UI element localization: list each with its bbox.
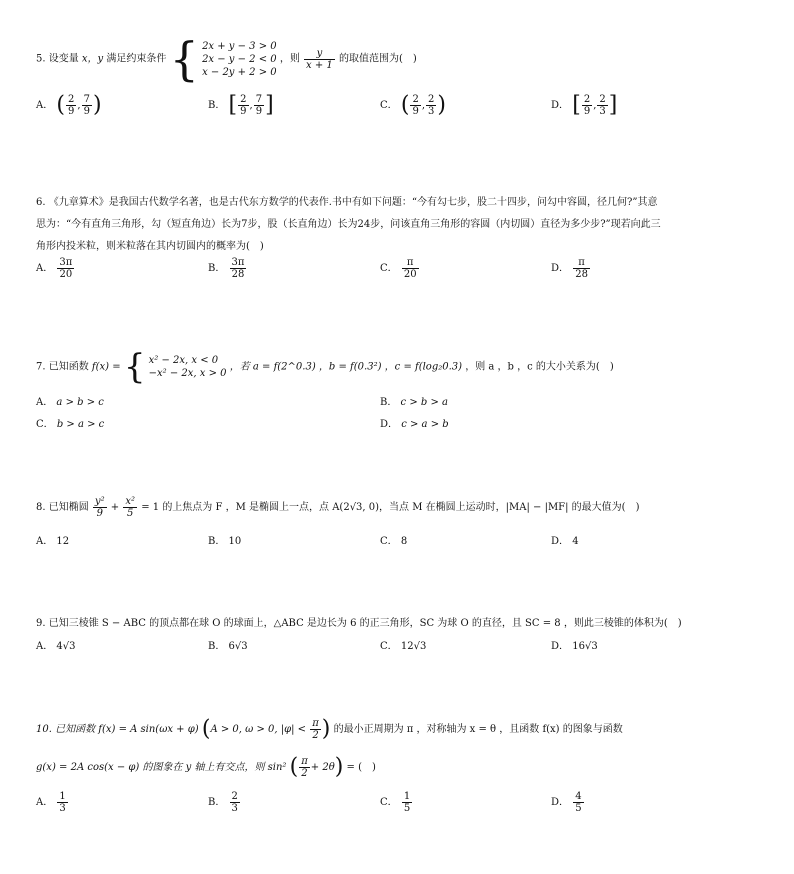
q9-option-a[interactable] xyxy=(36,637,76,652)
option-text: a > b > c xyxy=(56,397,104,408)
q7-case-1: x² − 2x, x < 0 xyxy=(148,355,219,366)
q10-option-b[interactable] xyxy=(208,791,241,814)
q5-constraint-3: x − 2y + 2 > 0 xyxy=(202,66,277,78)
frac-num: 3π xyxy=(231,257,245,268)
option-label: A． xyxy=(36,100,54,111)
q5-vars: x，y xyxy=(81,53,104,65)
option-label: C． xyxy=(380,263,398,274)
q10-line2b: + 2θ xyxy=(310,762,335,773)
option-label: D． xyxy=(551,100,570,111)
q6-option-a[interactable] xyxy=(36,257,75,280)
frac-den: 9 xyxy=(412,106,419,117)
frac-den: 20 xyxy=(403,269,417,280)
open-bracket: [ xyxy=(572,92,581,118)
q7-option-c[interactable] xyxy=(36,415,104,430)
option-label: C． xyxy=(380,536,398,547)
q5-then: ，则 xyxy=(279,53,300,65)
frac-den: 9 xyxy=(96,508,103,519)
option-text: 6√3 xyxy=(228,641,248,652)
q7-c: ，c = f(log₂0.3) xyxy=(384,361,463,373)
question-5 xyxy=(36,32,417,86)
q8-option-c[interactable] xyxy=(380,532,407,547)
option-label: D． xyxy=(551,797,570,808)
q5-constraint-2: 2x − y − 2 < 0 xyxy=(202,53,277,65)
q7-b: ，b = f(0.3²) xyxy=(318,361,382,373)
q6-line-3: 角形内投米粒，则米粒落在其内切圆内的概率为( ) xyxy=(36,241,264,252)
q6-option-c[interactable] xyxy=(380,257,420,280)
frac-num: x² xyxy=(125,496,136,507)
paren-open: ( xyxy=(201,716,211,742)
q10-line2c: = ( ) xyxy=(346,762,376,773)
question-10-line-1 xyxy=(36,718,623,741)
option-label: B． xyxy=(208,263,226,274)
frac-den: 5 xyxy=(127,508,134,519)
frac-num: 1 xyxy=(59,791,66,802)
q7-number: 7. 已知函数 xyxy=(36,361,89,373)
q8-option-b[interactable] xyxy=(208,532,241,547)
equals-one: = 1 xyxy=(141,502,160,513)
option-label: A． xyxy=(36,536,54,547)
frac-num: 2 xyxy=(240,94,247,105)
frac-den: 3 xyxy=(428,106,435,117)
paren-close: ) xyxy=(321,716,331,742)
frac-num: 4 xyxy=(575,791,582,802)
frac-den: 9 xyxy=(255,106,263,117)
option-label: D． xyxy=(551,536,570,547)
frac-num: 7 xyxy=(255,94,263,105)
q8-number: 8. 已知椭圆 xyxy=(36,502,89,513)
option-label: C． xyxy=(380,641,398,652)
q5-option-c[interactable]: C． ( $\frac{2}{9}$ , $\frac{2}{3}$ ) xyxy=(380,92,446,118)
q5-option-d[interactable]: D． [ $\frac{2}{9}$ , $\frac{2}{3}$ ] xyxy=(551,92,618,118)
frac-num: 2 xyxy=(231,791,238,802)
option-label: A． xyxy=(36,797,54,808)
option-label: B． xyxy=(208,100,226,111)
q5-ratio-den: x + 1 xyxy=(306,59,333,71)
question-10-line-2 xyxy=(36,756,376,779)
q7-cases xyxy=(149,354,227,380)
q5-post: 的取值范围为( ) xyxy=(338,53,417,65)
q10-option-a[interactable] xyxy=(36,791,69,814)
frac-num: y² xyxy=(94,496,105,507)
open-bracket: [ xyxy=(228,92,238,118)
option-label: D． xyxy=(551,641,570,652)
q6-line-1: 6. 《九章算术》是我国古代数学名著，也是古代东方数学的代表作.书中有如下问题：“今有勾七步，股二十四步，问勾中容圆，径几何?”其意 xyxy=(36,197,658,208)
option-text: c > b > a xyxy=(400,397,448,408)
option-text: 12 xyxy=(56,536,70,547)
open-bracket: ( xyxy=(400,92,410,118)
frac-den: 5 xyxy=(403,803,411,814)
frac-num: 2 xyxy=(68,94,75,105)
frac-num: 7 xyxy=(83,94,90,105)
question-9: 9. 已知三棱锥 S − ABC 的顶点都在球 O 的球面上，△ABC 是边长为 6 的正三角形，SC 为球 O 的直径，且 SC = 8 ，则此三棱锥的体积为( ) xyxy=(36,618,682,629)
q7-fx: f(x) = xyxy=(91,361,121,373)
frac-num: π xyxy=(312,718,319,729)
frac-num: π xyxy=(402,257,419,269)
close-bracket: ) xyxy=(92,92,102,118)
option-label: C． xyxy=(380,797,398,808)
option-label: A． xyxy=(36,263,54,274)
frac-den: 9 xyxy=(240,106,247,117)
option-text: 16√3 xyxy=(572,641,598,652)
frac-den: 28 xyxy=(231,269,245,280)
q8-option-a[interactable] xyxy=(36,532,69,547)
option-text: b > a > c xyxy=(56,419,105,430)
option-label: A． xyxy=(36,641,54,652)
frac-den: 2 xyxy=(301,768,308,779)
option-label: B． xyxy=(208,797,226,808)
q6-option-b[interactable] xyxy=(208,257,247,280)
q9-option-b[interactable] xyxy=(208,637,248,652)
frac-den: 3 xyxy=(59,803,66,814)
q9-option-c[interactable] xyxy=(380,637,426,652)
open-bracket: ( xyxy=(56,92,66,118)
frac-num: π xyxy=(301,756,308,767)
option-label: D． xyxy=(380,419,399,430)
option-text: 4 xyxy=(572,536,579,547)
option-text: 8 xyxy=(400,536,408,547)
option-label: D． xyxy=(551,263,570,274)
q5-number: 5. xyxy=(36,53,46,65)
frac-num: 2 xyxy=(583,94,591,105)
option-label: C． xyxy=(36,419,54,430)
option-label: B． xyxy=(380,397,398,408)
frac-den: 9 xyxy=(83,106,90,117)
question-7 xyxy=(36,347,614,387)
q10-post: 的最小正周期为 π ，对称轴为 x = θ ，且函数 f(x) 的图象与函数 xyxy=(333,724,623,735)
q5-constraints xyxy=(202,40,277,79)
q9-option-d[interactable] xyxy=(551,637,598,652)
frac-den: 28 xyxy=(575,269,588,280)
q7-case-2: −x² − 2x, x > 0 xyxy=(148,368,227,379)
frac-num: 2 xyxy=(599,94,606,105)
frac-num: 2 xyxy=(428,94,435,105)
q7-a: ，若 a = f(2^0.3) xyxy=(229,361,316,373)
q7-option-a[interactable] xyxy=(36,393,104,408)
option-label: B． xyxy=(208,536,226,547)
frac-num: 1 xyxy=(403,791,411,802)
q5-ratio-num: y xyxy=(304,48,335,60)
q10-pre: 10. 已知函数 f(x) = A sin(ωx + φ) xyxy=(36,724,199,735)
close-bracket: ) xyxy=(437,92,446,118)
option-text: 10 xyxy=(228,536,242,547)
frac-den: 9 xyxy=(68,106,75,117)
q7-brace: { xyxy=(123,347,146,387)
frac-den: 20 xyxy=(59,269,73,280)
q5-mid: 满足约束条件 xyxy=(106,53,167,65)
q10-line2a: g(x) = 2A cos(x − φ) 的图象在 y 轴上有交点，则 sin² xyxy=(36,762,287,773)
question-8 xyxy=(36,496,639,519)
frac-num: π xyxy=(573,257,590,269)
q10-cond: A > 0, ω > 0, |φ| < xyxy=(210,724,307,735)
option-label: B． xyxy=(208,641,226,652)
paren-open: ( xyxy=(289,754,299,780)
option-text: c > a > b xyxy=(401,419,449,430)
q5-pre: 设变量 xyxy=(48,53,79,65)
q7-option-b[interactable] xyxy=(380,393,448,408)
frac-den: 3 xyxy=(231,803,238,814)
q8-option-d[interactable] xyxy=(551,532,579,547)
frac-den: 3 xyxy=(599,106,606,117)
q7-post: ，则 a ，b ，c 的大小关系为( ) xyxy=(465,361,614,373)
plus-sign: + xyxy=(110,502,120,513)
option-text: 12√3 xyxy=(400,641,427,652)
q10-option-d[interactable] xyxy=(551,791,585,814)
option-text: 4√3 xyxy=(56,641,76,652)
paren-close: ) xyxy=(334,754,344,780)
q5-ratio xyxy=(304,48,335,71)
q5-constraint-1: 2x + y − 3 > 0 xyxy=(202,40,277,52)
frac-den: 9 xyxy=(583,106,591,117)
q5-option-b[interactable]: B． [ $\frac{2}{9}$ , $\frac{7}{9}$ ] xyxy=(208,92,274,118)
q5-option-a[interactable]: A． ( $\frac{2}{9}$ , $\frac{7}{9}$ ) xyxy=(36,92,102,118)
close-bracket: ] xyxy=(265,92,274,118)
q10-option-c[interactable] xyxy=(380,791,413,814)
q6-line-2: 思为：“今有直角三角形，勾（短直角边）长为7步，股（长直角边）长为24步，问该直角三角形的容圆（内切圆）直径为多少步?”现若向此三 xyxy=(36,219,661,230)
q6-option-d[interactable] xyxy=(551,257,591,280)
frac-num: 2 xyxy=(412,94,419,105)
frac-num: 3π xyxy=(59,257,73,268)
q8-post: 的上焦点为 F ，M 是椭圆上一点，点 A(2√3, 0)，当点 M 在椭圆上运动时，|MA| − |MF| 的最大值为( ) xyxy=(162,502,640,513)
option-label: C． xyxy=(380,100,398,111)
option-label: A． xyxy=(36,397,54,408)
close-bracket: ] xyxy=(608,92,618,118)
frac-den: 2 xyxy=(312,730,319,741)
frac-den: 5 xyxy=(575,803,582,814)
q7-option-d[interactable] xyxy=(380,415,449,430)
q5-brace: { xyxy=(169,32,199,86)
